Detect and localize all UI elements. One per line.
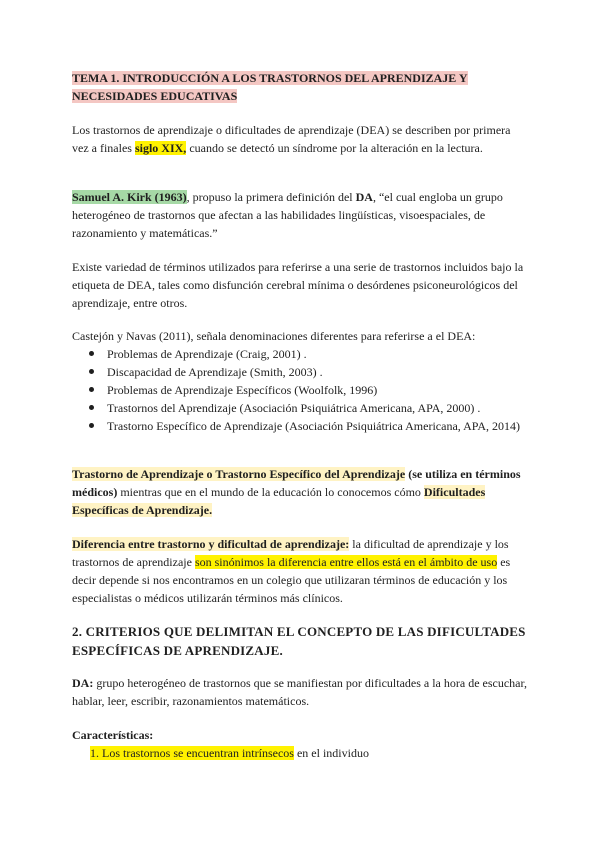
paragraph-terminology [72, 465, 528, 519]
numbered-item [72, 744, 528, 762]
list-item: Trastornos del Aprendizaje (Asociación Psiquiátrica Americana, APA, 2000) . [72, 399, 528, 417]
p5-bold-medical: (se utiliza en términos médicos) [72, 467, 521, 499]
list-item: Trastorno Específico de Aprendizaje (Asociación Psiquiátrica Americana, APA, 2014) [72, 417, 528, 435]
heading-2-line-1: 2. CRITERIOS QUE DELIMITAN EL CONCEPTO DE LAS DIFICULTADES [72, 624, 526, 639]
paragraph-castejon [72, 327, 528, 435]
list-item: Discapacidad de Aprendizaje (Smith, 2003) . [72, 363, 528, 381]
paragraph-terms: Existe variedad de términos utilizados para referirse a una serie de trastornos incluidos bajo la etiqueta de DEA, tales como disfunción cerebral mínima o desórdenes psiconeurológicos del aprendizaje, entre otros. [72, 260, 524, 310]
p1-text: Los trastornos de aprendizaje o dificultades de aprendizaje (DEA) se describen por primera vez a finales [72, 123, 511, 155]
item-number: 1. [90, 746, 99, 760]
paragraph-characteristics [72, 726, 528, 762]
bullet-icon [89, 405, 94, 410]
list-item: Problemas de Aprendizaje (Craig, 2001) . [72, 345, 528, 363]
highlight-sinonimos: son sinónimos la diferencia entre ellos está en el ámbito de uso [194, 555, 498, 569]
da-label: DA: [72, 676, 94, 690]
paragraph-kirk [72, 188, 528, 242]
p6-text: la dificultad de aprendizaje y los trastornos de aprendizaje [72, 537, 509, 569]
p2-bold-da: DA [355, 190, 373, 204]
bullet-icon [89, 423, 94, 428]
heading-1-line-2: NECESIDADES EDUCATIVAS [72, 89, 238, 103]
list-item: Problemas de Aprendizaje Específicos (Woolfolk, 1996) [72, 381, 528, 399]
characteristics-heading: Características: [72, 728, 154, 742]
p1-text-end: cuando se detectó un síndrome por la alteración en la lectura. [186, 141, 483, 155]
item-text-end: en el individuo [293, 746, 369, 760]
p2-text-end: , “el cual engloba un grupo heterogéneo de trastornos que afectan a las habilidades lingüísticas, visoespaciales, de razonamiento y matemáticas.” [72, 190, 503, 240]
bullet-icon [89, 369, 94, 374]
highlight-dificultades: Dificultades Específicas de Aprendizaje. [72, 485, 486, 517]
p2-text: , propuso la primera definición del [186, 190, 356, 204]
highlight-kirk: Samuel A. Kirk (1963) [72, 190, 187, 204]
bullet-icon [89, 351, 94, 356]
paragraph-da-definition [72, 674, 528, 710]
paragraph-difference [72, 535, 528, 607]
paragraph-intro [72, 121, 528, 157]
section-heading-1 [72, 69, 528, 105]
denominations-list [72, 345, 528, 435]
highlight-siglo-xix: siglo XIX, [134, 141, 187, 155]
highlight-intrinsecos: Los trastornos se encuentran intrínsecos [99, 746, 294, 760]
highlight-diferencia: Diferencia entre trastorno y dificultad de aprendizaje: [72, 537, 350, 551]
p7-text: grupo heterogéneo de trastornos que se manifiestan por dificultades a la hora de escuchar, hablar, leer, escribir, razonamientos matemáticos. [72, 676, 528, 708]
highlight-trastorno: Trastorno de Aprendizaje o Trastorno Específico del Aprendizaje [72, 467, 406, 481]
p6-text-end: es decir depende si nos encontramos en un colegio que utilizaran términos de educación y los especialistas o médicos utilizarán términos más clínicos. [72, 555, 511, 605]
castejon-intro: Castejón y Navas (2011), señala denominaciones diferentes para referirse a el DEA: [72, 329, 476, 343]
bullet-icon [89, 387, 94, 392]
p5-text: mientras que en el mundo de la educación lo conocemos cómo [117, 485, 424, 499]
section-heading-2 [72, 622, 528, 660]
heading-2-line-2: ESPECÍFICAS DE APRENDIZAJE. [72, 643, 283, 658]
heading-1-line-1: TEMA 1. INTRODUCCIÓN A LOS TRASTORNOS DEL APRENDIZAJE Y [72, 71, 468, 85]
